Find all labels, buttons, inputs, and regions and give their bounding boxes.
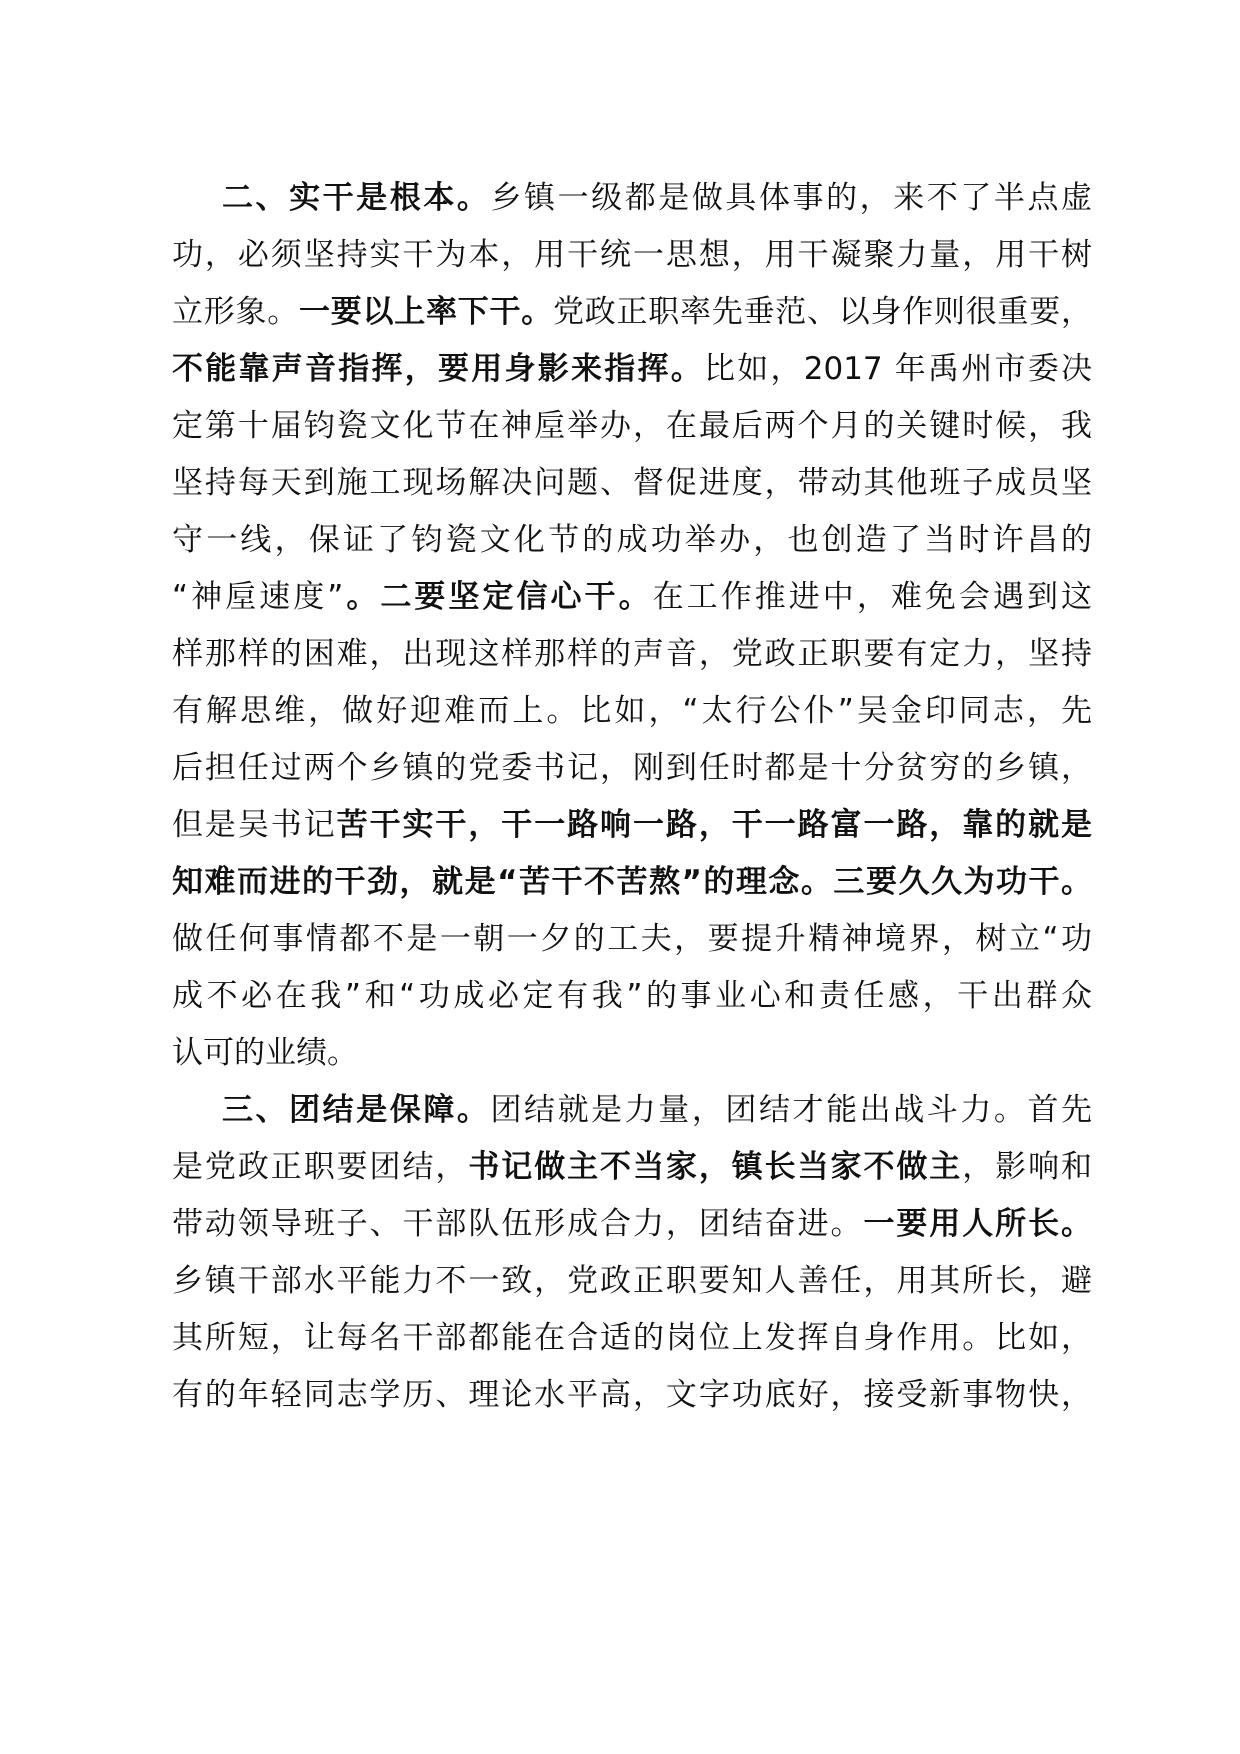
text-run: 后担任过两个乡镇的党委书记，刚到任时都是十分贫穷的乡镇， bbox=[172, 750, 1092, 786]
section-heading: 三、团结是保障。 bbox=[222, 1092, 491, 1128]
text-run: 有解思维，做好迎难而上。比如，“太行公仆”吴金印同志，先 bbox=[172, 693, 1092, 729]
text-run: 团结就是力量，团结才能出战斗力。首先 bbox=[490, 1092, 1092, 1128]
text-line bbox=[172, 337, 1092, 401]
text-line bbox=[172, 736, 1092, 800]
text-run: “神垕速度” bbox=[172, 579, 344, 615]
text-run: 样那样的困难，出现这样那样的声音，党政正职要有定力，坚持 bbox=[172, 636, 1092, 672]
text-run: 党政正职率先垂范、以身作则很重要， bbox=[553, 294, 1092, 330]
bold-text-run: 知难而进的干劲，就是“苦干不苦熬”的理念。三要久久为功干。 bbox=[172, 864, 1092, 900]
text-line bbox=[172, 850, 1092, 914]
text-line bbox=[172, 1363, 1092, 1427]
text-run: 守一线，保证了钧瓷文化节的成功举办，也创造了当时许昌的 bbox=[172, 522, 1092, 558]
text-run: 比如，2017 年禹州市委决 bbox=[704, 351, 1092, 387]
text-line bbox=[172, 1021, 1092, 1085]
bold-text-run: 不能靠声音指挥，要用身影来指挥。 bbox=[172, 351, 704, 387]
text-line bbox=[222, 166, 1092, 230]
text-run: 是党政正职要团结， bbox=[172, 1149, 469, 1185]
text-run: 有的年轻同志学历、理论水平高，文字功底好，接受新事物快， bbox=[172, 1377, 1092, 1413]
text-line bbox=[172, 1135, 1092, 1199]
text-line bbox=[172, 964, 1092, 1028]
text-line bbox=[172, 1306, 1092, 1370]
text-line bbox=[172, 394, 1092, 458]
text-line bbox=[172, 223, 1092, 287]
text-line bbox=[172, 508, 1092, 572]
text-run: 在工作推进中，难免会遇到这 bbox=[652, 579, 1092, 615]
text-run: 认可的业绩。 bbox=[172, 1035, 358, 1071]
text-run: ，影响和 bbox=[962, 1149, 1092, 1185]
bold-text-run: 苦干实干，干一路响一路，干一路富一路，靠的就是 bbox=[336, 807, 1092, 843]
text-run: 乡镇干部水平能力不一致，党政正职要知人善任，用其所长，避 bbox=[172, 1263, 1092, 1299]
text-line bbox=[172, 622, 1092, 686]
bold-text-run: 书记做主不当家，镇长当家不做主 bbox=[468, 1149, 963, 1185]
text-line bbox=[172, 907, 1092, 971]
bold-text-run: 。二要坚定信心干。 bbox=[343, 579, 653, 615]
text-run: 带动领导班子、干部队伍形成合力，团结奋进。 bbox=[172, 1206, 864, 1242]
text-run: 立形象。 bbox=[172, 294, 299, 330]
text-line bbox=[172, 1249, 1092, 1313]
text-line bbox=[172, 280, 1092, 344]
text-run: 做任何事情都不是一朝一夕的工夫，要提升精神境界，树立“功 bbox=[172, 921, 1092, 957]
text-run: 乡镇一级都是做具体事的，来不了半点虚 bbox=[490, 180, 1092, 216]
text-run: 定第十届钧瓷文化节在神垕举办，在最后两个月的关键时候，我 bbox=[172, 408, 1092, 444]
text-run: 功，必须坚持实干为本，用干统一思想，用干凝聚力量，用干树 bbox=[172, 237, 1092, 273]
text-run: 但是吴书记 bbox=[172, 807, 337, 843]
bold-text-run: 一要用人所长。 bbox=[863, 1206, 1092, 1242]
text-run: 成不必在我”和“功成必定有我”的事业心和责任感，干出群众 bbox=[172, 978, 1092, 1014]
bold-text-run: 一要以上率下干。 bbox=[299, 294, 553, 330]
text-line bbox=[222, 1078, 1092, 1142]
text-run: 其所短，让每名干部都能在合适的岗位上发挥自身作用。比如， bbox=[172, 1320, 1092, 1356]
text-line bbox=[172, 565, 1092, 629]
text-line bbox=[172, 793, 1092, 857]
section-heading: 二、实干是根本。 bbox=[222, 180, 491, 216]
text-run: 坚持每天到施工现场解决问题、督促进度，带动其他班子成员坚 bbox=[172, 465, 1092, 501]
text-line bbox=[172, 1192, 1092, 1256]
text-line bbox=[172, 451, 1092, 515]
text-line bbox=[172, 679, 1092, 743]
